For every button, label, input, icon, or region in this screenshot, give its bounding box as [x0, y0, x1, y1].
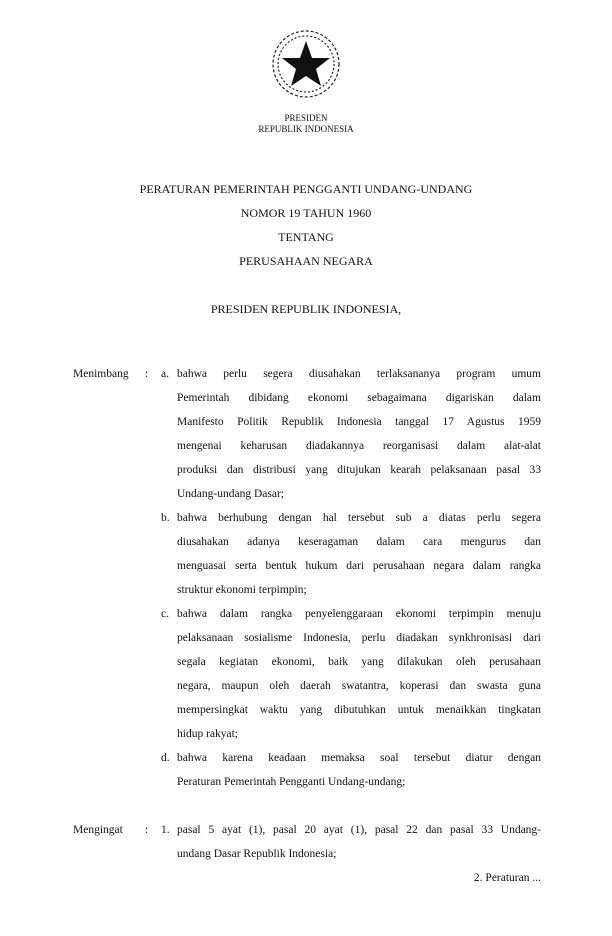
header-president: PRESIDEN	[284, 113, 328, 123]
item-text-line: pasal 5 ayat (1), pasal 20 ayat (1), pasal 22 dan pasal 33 Undang-	[177, 824, 541, 836]
item-text-line: produksi dan distribusi yang ditujukan kearah pelaksanaan pasal 33	[177, 464, 541, 476]
item-text-line: pelaksanaan sosialisme Indonesia, perlu diadakan synkhronisasi dari	[177, 632, 541, 644]
menimbang-label: Menimbang	[73, 368, 129, 380]
item-text-line: struktur ekonomi terpimpin;	[177, 584, 307, 596]
item-text-line: mengenai keharusan diadakannya reorganisasi dalam alat-alat	[177, 440, 541, 452]
doc-about: TENTANG	[278, 230, 334, 244]
item-text-line: bahwa dalam rangka penyelenggaraan ekonomi terpimpin menuju	[177, 608, 541, 620]
item-text-line: negara, maupun oleh daerah swatantra, koperasi dan swasta guna	[177, 680, 541, 692]
item-marker: d.	[161, 752, 170, 764]
menimbang-item	[161, 746, 541, 794]
item-text-line: diusahakan adanya keseragaman dalam cara mengurus dan	[177, 536, 541, 548]
menimbang-item	[161, 362, 541, 506]
preamble: PRESIDEN REPUBLIK INDONESIA,	[210, 302, 402, 316]
item-text-line: undang Dasar Republik Indonesia;	[177, 848, 337, 860]
menimbang-colon: :	[145, 368, 149, 380]
item-marker: a.	[161, 368, 169, 380]
item-text-line: bahwa berhubung dengan hal tersebut sub a diatas perlu segera	[177, 512, 541, 524]
garuda-emblem-icon	[269, 27, 343, 101]
item-text-line: hidup rakyat;	[177, 728, 238, 740]
mengingat-colon: :	[145, 824, 149, 836]
item-marker: 1.	[161, 824, 170, 836]
page-continuation: 2. Peraturan ...	[473, 872, 541, 884]
mengingat-item	[161, 818, 541, 866]
item-text-line: bahwa karena keadaan memaksa soal tersebut diatur dengan	[177, 752, 541, 764]
mengingat-label: Mengingat	[73, 824, 123, 836]
item-text-line: segala kegiatan ekonomi, baik yang dilakukan oleh perusahaan	[177, 656, 541, 668]
doc-title: PERATURAN PEMERINTAH PENGGANTI UNDANG-UNDANG	[139, 182, 473, 196]
item-text-line: mempersingkat waktu yang dibutuhkan untuk menaikkan tingkatan	[177, 704, 541, 716]
menimbang-item	[161, 602, 541, 746]
item-text-line: Pemerintah dibidang ekonomi sebagaimana digariskan dalam	[177, 392, 541, 404]
item-marker: c.	[161, 608, 169, 620]
item-text-line: menguasai serta bentuk hukum dari perusahaan negara dalam rangka	[177, 560, 541, 572]
item-text-line: Undang-undang Dasar;	[177, 488, 284, 500]
doc-number: NOMOR 19 TAHUN 1960	[240, 206, 372, 220]
doc-subject: PERUSAHAAN NEGARA	[239, 254, 373, 268]
item-text-line: Peraturan Pemerintah Pengganti Undang-undang;	[177, 776, 406, 788]
menimbang-item	[161, 506, 541, 602]
header-republic: REPUBLIK INDONESIA	[258, 124, 354, 134]
item-marker: b.	[161, 512, 170, 524]
item-text-line: bahwa perlu segera diusahakan terlaksananya program umum	[177, 368, 541, 380]
item-text-line: Manifesto Politik Republik Indonesia tanggal 17 Agustus 1959	[177, 416, 541, 428]
